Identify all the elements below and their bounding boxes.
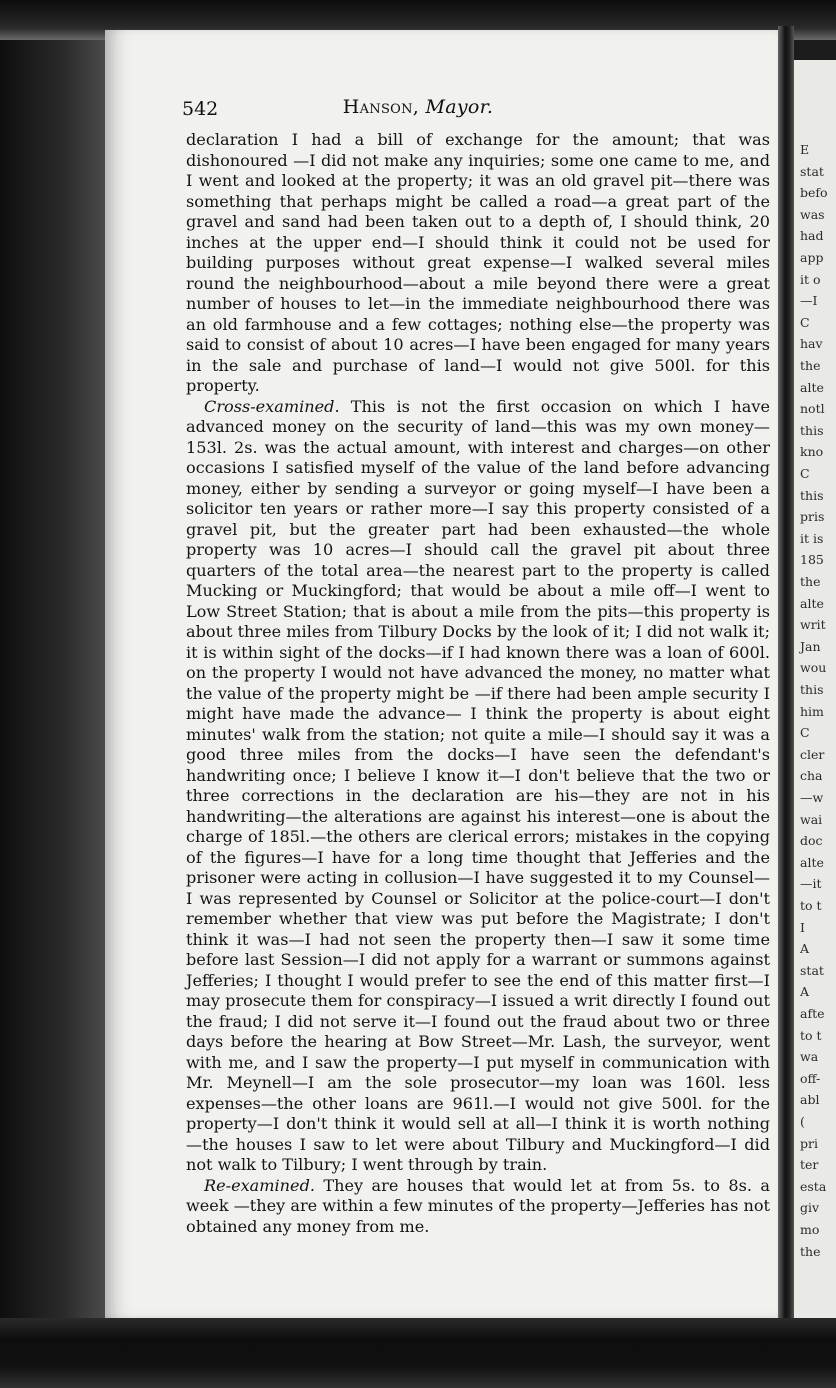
facing-page-fragment: this <box>800 682 824 697</box>
paragraph-re-examined <box>186 1176 770 1238</box>
facing-page-fragment: ter <box>800 1157 819 1173</box>
facing-page-fragment: I <box>800 919 805 935</box>
facing-page-fragment: ( <box>800 1114 805 1129</box>
paragraph-lead: Re-examined. <box>204 1175 315 1195</box>
facing-page-fragment: C <box>800 466 810 481</box>
scan-left-edge <box>0 40 105 1318</box>
facing-page-fragment: befo <box>800 185 828 201</box>
facing-page-fragment: Jan <box>800 638 821 654</box>
facing-page-fragment: this <box>800 422 824 438</box>
facing-page-fragment: this <box>800 487 824 503</box>
running-head-role: Mayor. <box>425 96 494 118</box>
facing-page-fragment: the <box>800 358 821 373</box>
facing-page-fragment: mo <box>800 1222 820 1237</box>
facing-page-fragment: wai <box>800 811 823 827</box>
paragraph-lead: Cross-examined. <box>204 396 340 416</box>
facing-page-fragment: pris <box>800 509 825 525</box>
paragraph-declaration <box>186 130 770 397</box>
paragraph-cross-examined <box>186 397 770 1176</box>
facing-page-fragment: to t <box>800 898 822 913</box>
facing-page-fragment: writ <box>800 617 826 633</box>
facing-page-fragment: doc <box>800 833 823 849</box>
facing-page-fragment: was <box>800 206 825 222</box>
page-number: 542 <box>182 98 219 120</box>
facing-page-fragment: A <box>800 984 810 1000</box>
facing-page-fragment: app <box>800 250 824 265</box>
book-spine <box>778 26 794 1326</box>
facing-page-fragment: —I <box>800 293 818 309</box>
facing-page-fragment: notl <box>800 401 825 417</box>
facing-page-fragment: alte <box>800 379 824 395</box>
facing-page-fragment: it o <box>800 271 821 287</box>
facing-page-fragment: A <box>800 941 810 957</box>
facing-page-fragment: afte <box>800 1006 825 1021</box>
facing-page-fragment: alte <box>800 595 824 611</box>
facing-page-fragment: —it <box>800 876 822 892</box>
facing-page-fragment: the <box>800 1243 821 1259</box>
paragraph-text: This is not the first occasion on which I have advanced money on the security of land—this was my own money—153l. 2s. was the actual amount, with interest and charges—on other occasions I satisfied myself of the value of the land before advancing money, either by sending a surveyor or going myself—I have been a solicitor ten years or rather more—I say this property consisted of a gravel pit, but the greater part had been exhausted—the whole property was 10 acres—I should call the gravel pit about three quarters of the total area—the nearest part to the property is called Mucking or Muckingford; that would be about a mile off—I went to Low Street Station; that is about a mile from the pits—this property is about three miles from Tilbury Docks by the look of it; I did not walk it; it is within sight of the docks—if I had known there was a loan of 600l. on the property I would not have advanced the money, no matter what the value of the property might be —if there had been ample security I might have made the advance— I think the property is about eight minutes' walk from the station; not quite a mile—I should say it was a good three miles from the docks—I have seen the defendant's handwriting once; I believe I know it—I don't believe that the two or three corrections in the declaration are his—they are not in his handwriting—the alterations are against his interest—one is about the charge of 185l.—the others are clerical errors; mistakes in the copying of the figures—I have for a long time thought that Jefferies and the prisoner were acting in collusion—I have suggested it to my Counsel—I was represented by Counsel or Solicitor at the police-court—I don't remember whether that view was put before the Magistrate; I don't think it was—I had not seen the property then—I saw it some time before last Session—I did not apply for a warrant or summons against Jefferies; I thought I would prefer to see the end of this matter first—I may prosecute them for conspiracy—I issued a writ directly I found out the fraud; I did not serve it—I found out the fraud about two or three days before the hearing at Bow Street—Mr. Lash, the surveyor, went with me, and I saw the property—I put myself in communication with Mr. Meynell—I am the sole prosecutor—my loan was 160l. less expenses—the other loans are 961l.—I would not give 500l. for the property—I don't think it would sell at all—I think it is worth nothing —the houses I saw to let were about Tilbury and Muckingford—I did not walk to Tilbury; I went through by train. <box>186 396 770 1174</box>
facing-page-fragment: cler <box>800 746 825 762</box>
paragraph-text: declaration I had a bill of exchange for the amount; that was dishonoured —I did not make any inquiries; some one came to me, and I went and looked at the property; it was an old gravel pit—there was something that perhaps might be called a road—a great part of the gravel and sand had been taken out to a depth of, I should think, 20 inches at the upper end—I should think it could not be used for building purposes without great expense—I walked several miles round the neighbourhood—about a mile beyond there were a great number of houses to let—in the immediate neighbourhood there was an old farmhouse and a few cottages; nothing else—the property was said to consist of about 10 acres—I have been engaged for many years in the sale and purchase of land—I would not give 500l. for this property. <box>186 130 770 395</box>
facing-page-fragment: E <box>800 142 810 157</box>
facing-page-fragment: 185 <box>800 552 824 568</box>
facing-page-fragment: alte <box>800 854 824 870</box>
facing-page-fragment: wa <box>800 1049 819 1065</box>
facing-page-fragment: to t <box>800 1027 822 1043</box>
facing-page-fragment: C <box>800 725 810 741</box>
facing-page <box>794 60 836 1320</box>
running-head-name: Hanson, <box>342 96 420 118</box>
facing-page-fragment: it is <box>800 530 824 546</box>
body-text <box>186 130 770 1237</box>
facing-page-fragment: had <box>800 228 824 244</box>
facing-page-fragment: abl <box>800 1092 820 1108</box>
facing-page-fragment: pri <box>800 1135 818 1151</box>
paragraph-text: They are houses that would let at from 5s. to 8s. a week —they are within a few minutes of the property—Jefferies has not obtained any money from me. <box>186 1175 770 1236</box>
scan-bottom-edge <box>0 1318 836 1388</box>
facing-page-fragment: cha <box>800 768 823 784</box>
facing-page-fragment: off- <box>800 1070 821 1086</box>
facing-page-fragment: C <box>800 314 810 330</box>
facing-page-fragment: stat <box>800 962 824 978</box>
facing-page-fragment: —w <box>800 790 824 805</box>
running-head <box>0 96 836 118</box>
facing-page-fragment: him <box>800 703 824 719</box>
facing-page-fragment: the <box>800 574 821 589</box>
facing-page-fragment: giv <box>800 1200 820 1216</box>
facing-page-fragment: hav <box>800 336 823 352</box>
facing-page-fragment: wou <box>800 660 827 676</box>
facing-page-fragment: esta <box>800 1178 827 1194</box>
facing-page-fragment: stat <box>800 163 824 179</box>
facing-page-fragment: kno <box>800 444 824 460</box>
